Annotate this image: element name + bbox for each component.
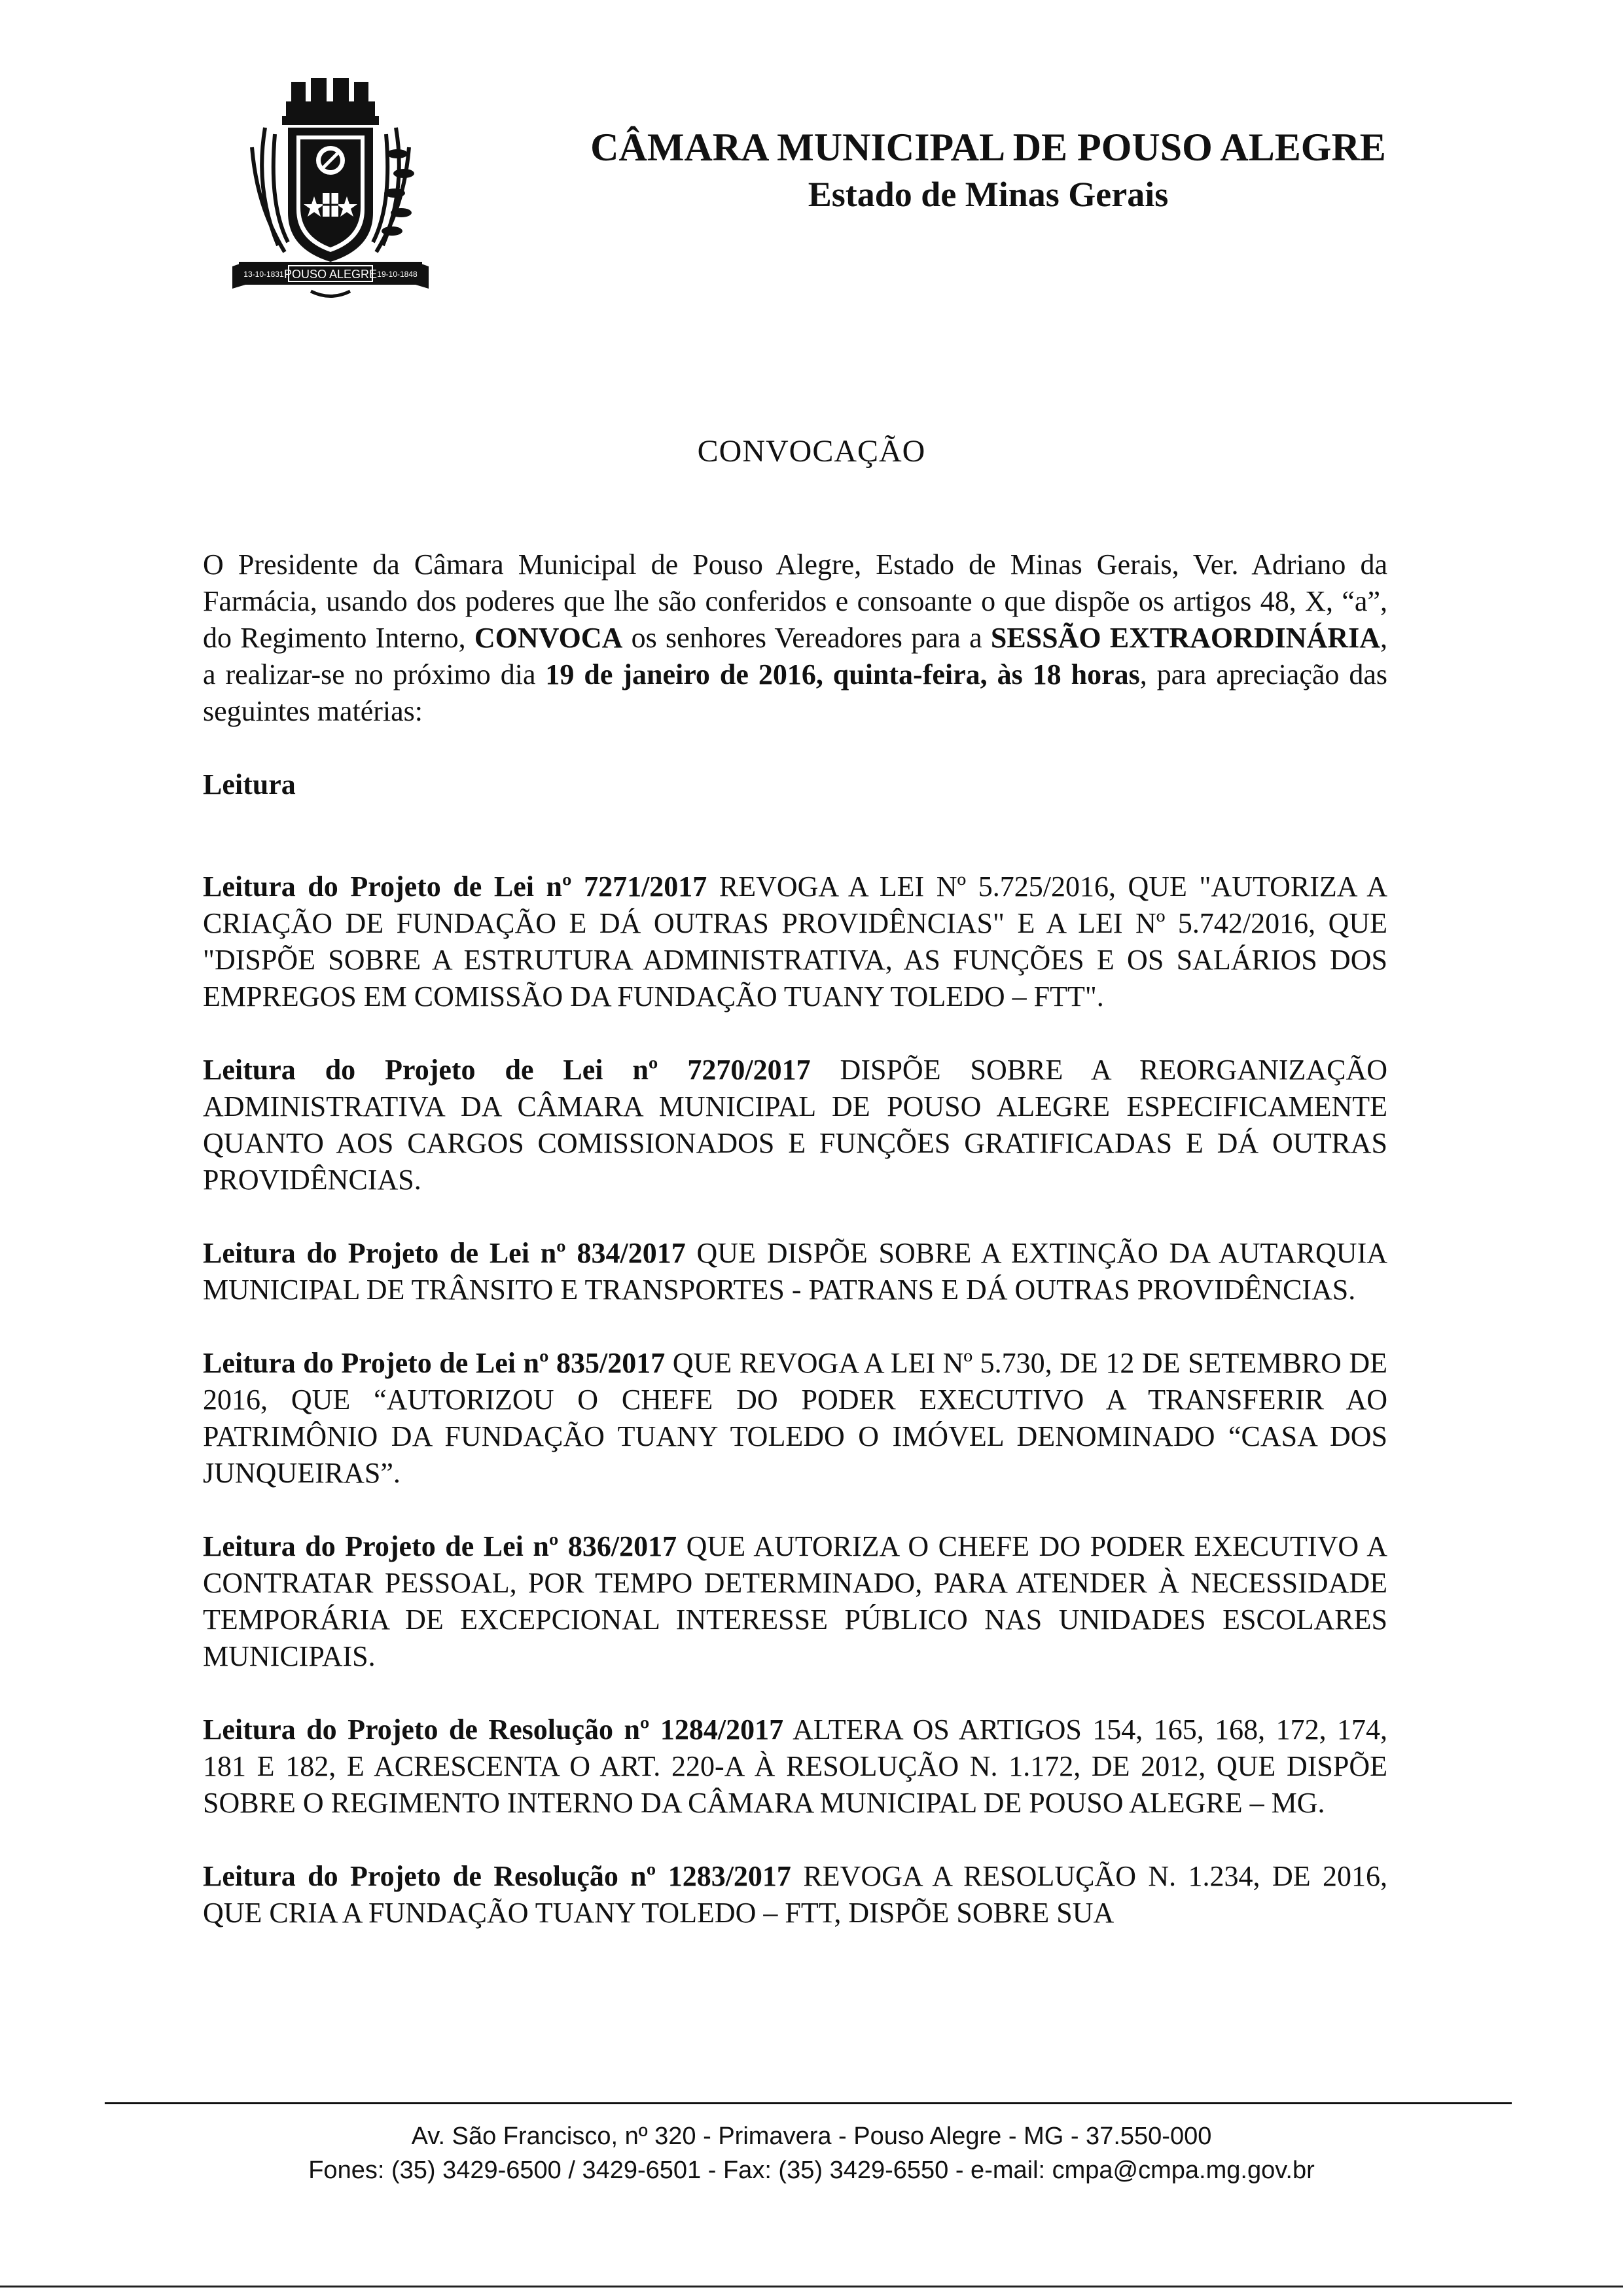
document-title: CONVOCAÇÃO: [697, 434, 926, 469]
footer-contacts: Fones: (35) 3429-6500 / 3429-6501 - Fax: (35) 3429-6550 - e-mail: cmpa@cmpa.mg.gov.br: [308, 2157, 1315, 2184]
footer-address: Av. São Francisco, nº 320 - Primavera - Pouso Alegre - MG - 37.550-000: [411, 2123, 1212, 2150]
document-body: [203, 547, 1387, 1968]
footer-divider: [105, 2102, 1512, 2104]
scan-edge-line: [0, 2286, 1623, 2287]
agenda-item: Leitura do Projeto de Lei nº 834/2017 QUE DISPÕE SOBRE A EXTINÇÃO DA AUTARQUIA MUNICIPAL DE TRÂNSITO E TRANSPORTES - PATRANS E DÁ OUTRAS PROVIDÊNCIAS.: [203, 1237, 1387, 1306]
footer: [0, 2119, 1623, 2187]
section-label: Leitura: [203, 768, 296, 800]
svg-text:13-10-1831: 13-10-1831: [243, 270, 284, 279]
agenda-item: Leitura do Projeto de Lei nº 7270/2017 DISPÕE SOBRE A REORGANIZAÇÃO ADMINISTRATIVA DA CÂMARA MUNICIPAL DE POUSO ALEGRE ESPECIFICAMENTE QUANTO AOS CARGOS COMISSIONADOS E FUNÇÕES GRATIFICADAS E DÁ OUTRAS PROVIDÊNCIAS.: [203, 1054, 1387, 1196]
institution-name: CÂMARA MUNICIPAL DE POUSO ALEGRE: [590, 126, 1386, 169]
agenda-item: Leitura do Projeto de Lei nº 836/2017 QUE AUTORIZA O CHEFE DO PODER EXECUTIVO A CONTRATAR PESSOAL, POR TEMPO DETERMINADO, PARA ATENDER À NECESSIDADE TEMPORÁRIA DE EXCEPCIONAL INTERESSE PÚBLICO NAS UNIDADES ESCOLARES MUNICIPAIS.: [203, 1530, 1387, 1672]
agenda-item: Leitura do Projeto de Lei nº 835/2017 QUE REVOGA A LEI Nº 5.730, DE 12 DE SETEMBRO DE 2016, QUE “AUTORIZOU O CHEFE DO PODER EXECUTIVO A TRANSFERIR AO PATRIMÔNIO DA FUNDAÇÃO TUANY TOLEDO O IMÓVEL DENOMINADO “CASA DOS JUNQUEIRAS”.: [203, 1347, 1387, 1489]
municipal-crest-icon: [226, 75, 435, 311]
crest-ribbon-text: POUSO ALEGRE: [283, 268, 378, 281]
letterhead: [563, 123, 1414, 217]
agenda-item: Leitura do Projeto de Resolução nº 1283/2017 REVOGA A RESOLUÇÃO N. 1.234, DE 2016, QUE CRIA A FUNDAÇÃO TUANY TOLEDO – FTT, DISPÕE SOBRE SUA: [203, 1860, 1387, 1929]
intro-paragraph: O Presidente da Câmara Municipal de Pouso Alegre, Estado de Minas Gerais, Ver. Adriano da Farmácia, usando dos poderes que lhe são conferidos e consoante o que dispõe os artigos 48, X, “a”, do Regimento Interno, CONVOCA os senhores Vereadores para a SESSÃO EXTRAORDINÁRIA, a realizar-se no próximo dia 19 de janeiro de 2016, quinta-feira, às 18 horas, para apreciação das seguintes matérias:: [203, 548, 1388, 727]
agenda-item: Leitura do Projeto de Lei nº 7271/2017 REVOGA A LEI Nº 5.725/2016, QUE "AUTORIZA A CRIAÇÃO DE FUNDAÇÃO E DÁ OUTRAS PROVIDÊNCIAS" E A LEI Nº 5.742/2016, QUE "DISPÕE SOBRE A ESTRUTURA ADMINISTRATIVA, AS FUNÇÕES E OS SALÁRIOS DOS EMPREGOS EM COMISSÃO DA FUNDAÇÃO TUANY TOLEDO – FTT".: [203, 870, 1387, 1013]
agenda-item: Leitura do Projeto de Resolução nº 1284/2017 ALTERA OS ARTIGOS 154, 165, 168, 172, 174, 181 E 182, E ACRESCENTA O ART. 220-A À RESOLUÇÃO N. 1.172, DE 2012, QUE DISPÕE SOBRE O REGIMENTO INTERNO DA CÂMARA MUNICIPAL DE POUSO ALEGRE – MG.: [203, 1713, 1388, 1819]
state-name: Estado de Minas Gerais: [808, 175, 1169, 214]
svg-text:19-10-1848: 19-10-1848: [377, 270, 418, 279]
